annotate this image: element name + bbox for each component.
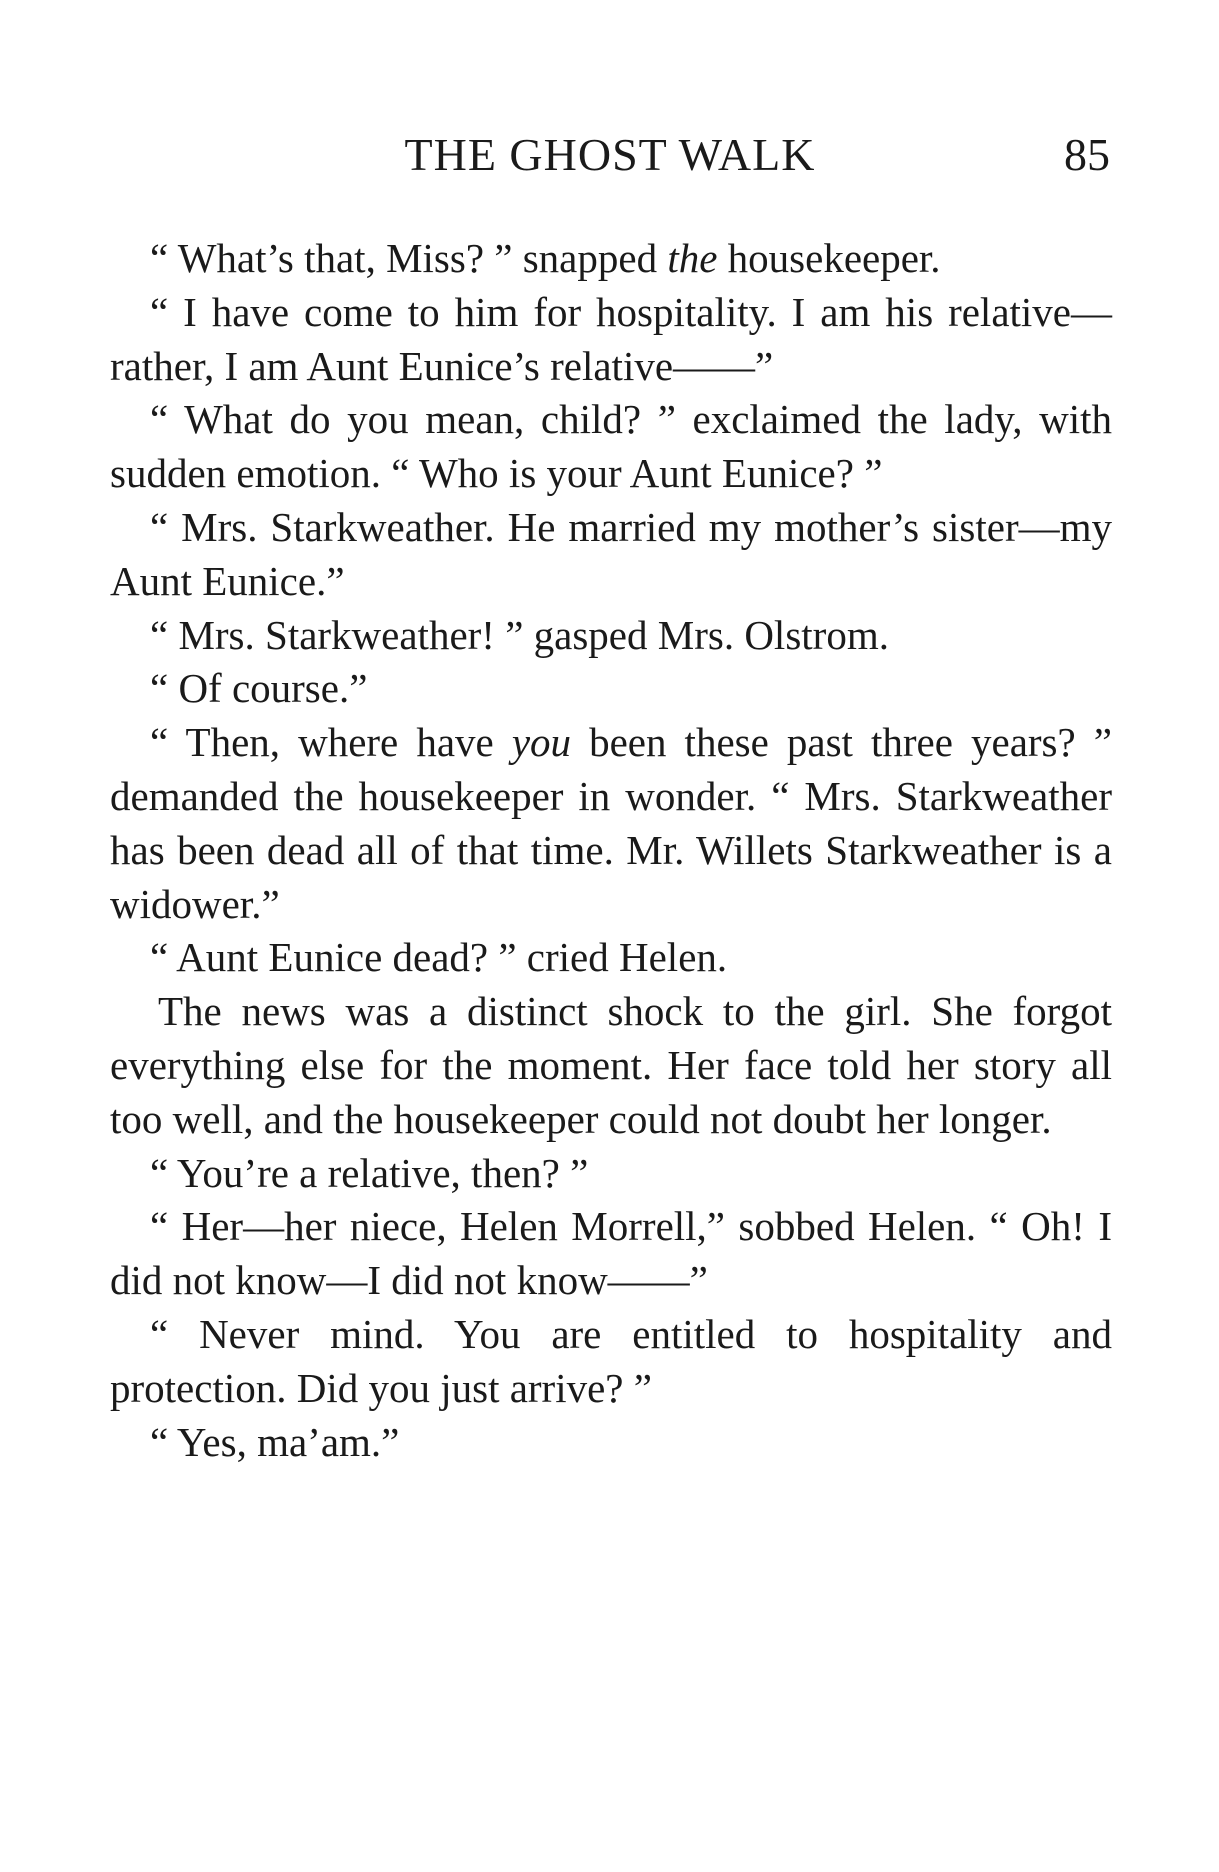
paragraph bbox=[110, 662, 1112, 716]
text-span: “ Mrs. Starkweather. He married my mother’s sister—my Aunt Eunice.” bbox=[110, 503, 1112, 604]
text-span: “ Her—her niece, Helen Morrell,” sobbed Helen. “ Oh! I did not know—I did not know——” bbox=[110, 1203, 1112, 1304]
paragraph bbox=[110, 1308, 1112, 1416]
text-span: “ Never mind. You are entitled to hospitality and protection. Did you just arrive? ” bbox=[110, 1310, 1112, 1411]
text-span: “ Aunt Eunice dead? ” cried Helen. bbox=[150, 934, 728, 981]
text-span: “ Then, where have bbox=[150, 719, 512, 766]
text-span: “ Mrs. Starkweather! ” gasped Mrs. Olstrom. bbox=[150, 611, 889, 658]
paragraph bbox=[110, 501, 1112, 609]
italic-text: the bbox=[667, 235, 718, 281]
running-head bbox=[110, 128, 1110, 188]
italic-text: you bbox=[511, 719, 572, 766]
paragraph bbox=[110, 393, 1112, 501]
text-span: been these past three years? ” demanded the housekeeper in wonder. “ Mrs. Starkweather has been dead all of that time. Mr. Willets Starkweather is a widower.” bbox=[110, 719, 1112, 927]
paragraph bbox=[110, 609, 1112, 663]
text-span: “ I have come to him for hospitality. I am his relative—rather, I am Aunt Eunice’s relative——” bbox=[110, 288, 1112, 389]
paragraph bbox=[110, 1147, 1112, 1201]
paragraph bbox=[110, 286, 1112, 394]
text-span: housekeeper. bbox=[717, 235, 941, 281]
text-span: “ You’re a relative, then? ” bbox=[150, 1149, 589, 1196]
paragraph bbox=[110, 931, 1112, 985]
paragraph bbox=[110, 985, 1112, 1146]
text-span: “ What’s that, Miss? ” snapped bbox=[150, 235, 668, 281]
text-span: The news was a distinct shock to the girl. She forgot everything else for the moment. Her face told her story all too well, and the housekeeper could not doubt her longer. bbox=[110, 988, 1112, 1142]
text-span: “ What do you mean, child? ” exclaimed the lady, with sudden emotion. “ Who is your Aunt Eunice? ” bbox=[110, 396, 1112, 497]
running-title: THE GHOST WALK bbox=[404, 129, 816, 180]
page-number: 85 bbox=[1064, 129, 1110, 180]
paragraph bbox=[110, 716, 1112, 931]
text-span: “ Yes, ma’am.” bbox=[150, 1418, 400, 1465]
paragraph bbox=[110, 1200, 1112, 1308]
paragraph bbox=[110, 232, 1112, 286]
text-span: “ Of course.” bbox=[150, 665, 368, 712]
body-text bbox=[110, 232, 1112, 1469]
paragraph bbox=[110, 1416, 1112, 1470]
